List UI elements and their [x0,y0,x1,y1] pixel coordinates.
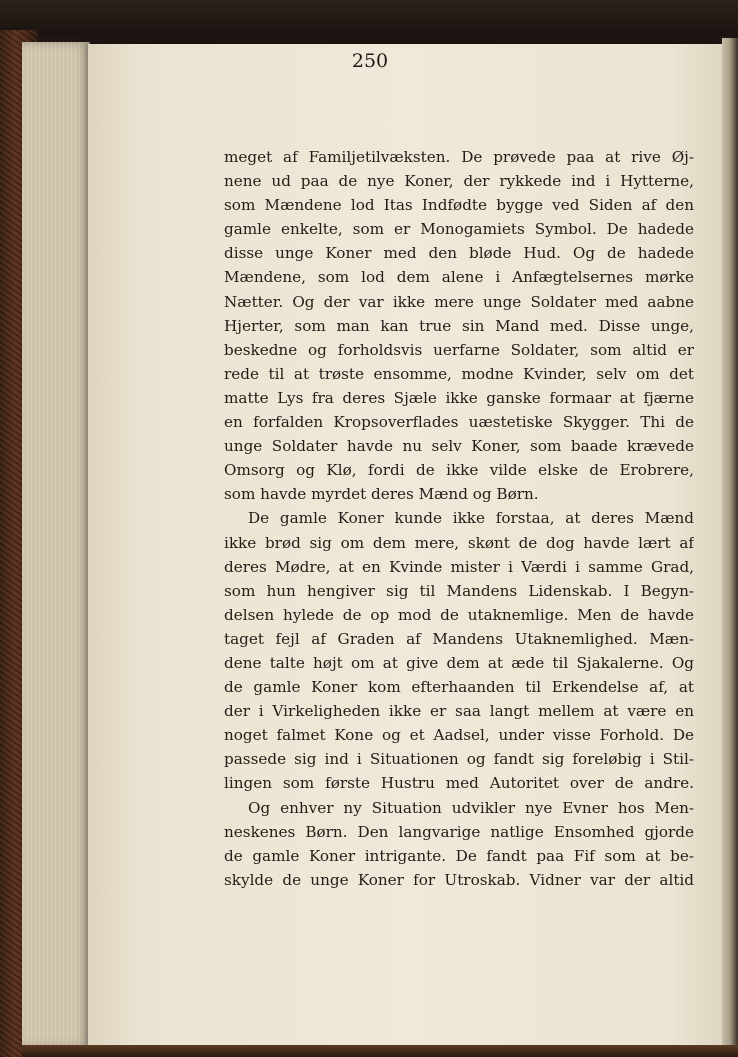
text-line: der i Virkeligheden ikke er saa langt mellem at være en [224,702,694,721]
text-line: rede til at trøste ensomme, modne Kvinder, selv om det [224,364,694,383]
text-line: neskenes Børn. Den langvarige natlige Ensomhed gjorde [224,822,694,841]
text-line: som Mændene lod Itas Indfødte bygge ved Siden af den [224,196,694,215]
text-line: nene ud paa de nye Koner, der rykkede ind i Hytterne, [224,172,694,191]
text-line: en forfalden Kropsoverflades uæstetiske Skygger. Thi de [224,413,694,432]
text-line: ikke brød sig om dem mere, skønt de dog havde lært af [224,533,694,552]
text-line: Omsorg og Klø, fordi de ikke vilde elske de Erobrere, [224,461,694,480]
text-line: taget fejl af Graden af Mandens Utaknemlighed. Mæn- [224,629,694,648]
text-line: meget af Familjetilvæksten. De prøvede paa at rive Øj- [224,148,694,166]
text-line: som havde myrdet deres Mænd og Børn. [224,485,539,504]
text-line: gamle enkelte, som er Monogamiets Symbol. De hadede [224,220,694,239]
background-strip [0,0,738,36]
text-line: delsen hylede de op mod de utaknemlige. Men de havde [224,605,694,624]
text-line: skylde de unge Koner for Utroskab. Vidner var der altid [224,870,694,889]
text-line: lingen som første Hustru med Autoritet over de andre. [224,774,694,793]
text-line: Og enhver ny Situation udvikler nye Evner hos Men- [248,798,694,817]
text-line: De gamle Koner kunde ikke forstaa, at deres Mænd [248,509,694,528]
text-line: passede sig ind i Situationen og fandt sig foreløbig i Stil- [224,750,694,769]
text-line: deres Mødre, at en Kvinde mister i Værdi i samme Grad, [224,557,694,576]
text-line: disse unge Koner med den bløde Hud. Og de hadede [224,244,694,263]
text-line: Nætter. Og der var ikke mere unge Soldater med aabne [224,292,694,311]
text-line: beskedne og forholdsvis uerfarne Soldater, som altid er [224,340,694,359]
body-text [224,145,694,892]
text-line: noget falmet Kone og et Aadsel, under visse Forhold. De [224,726,694,745]
text-line: matte Lys fra deres Sjæle ikke ganske formaar at fjærne [224,388,694,407]
page-stack-edges [22,42,90,1047]
text-line: Mændene, som lod dem alene i Anfægtelsernes mørke [224,268,694,287]
text-line: dene talte højt om at give dem at æde til Sjakalerne. Og [224,653,694,672]
text-line: de gamle Koner intrigante. De fandt paa Fif som at be- [224,846,694,865]
book-bottom-edge [22,1045,738,1057]
text-line: de gamle Koner kom efterhaanden til Erkendelse af, at [224,678,694,697]
page-number: 250 [351,50,389,72]
text-line: Hjerter, som man kan true sin Mand med. Disse unge, [224,316,694,335]
text-line: som hun hengiver sig til Mandens Lidenskab. I Begyn- [224,581,694,600]
page-right-edge [722,38,738,1057]
text-line: unge Soldater havde nu selv Koner, som baade krævede [224,437,694,456]
